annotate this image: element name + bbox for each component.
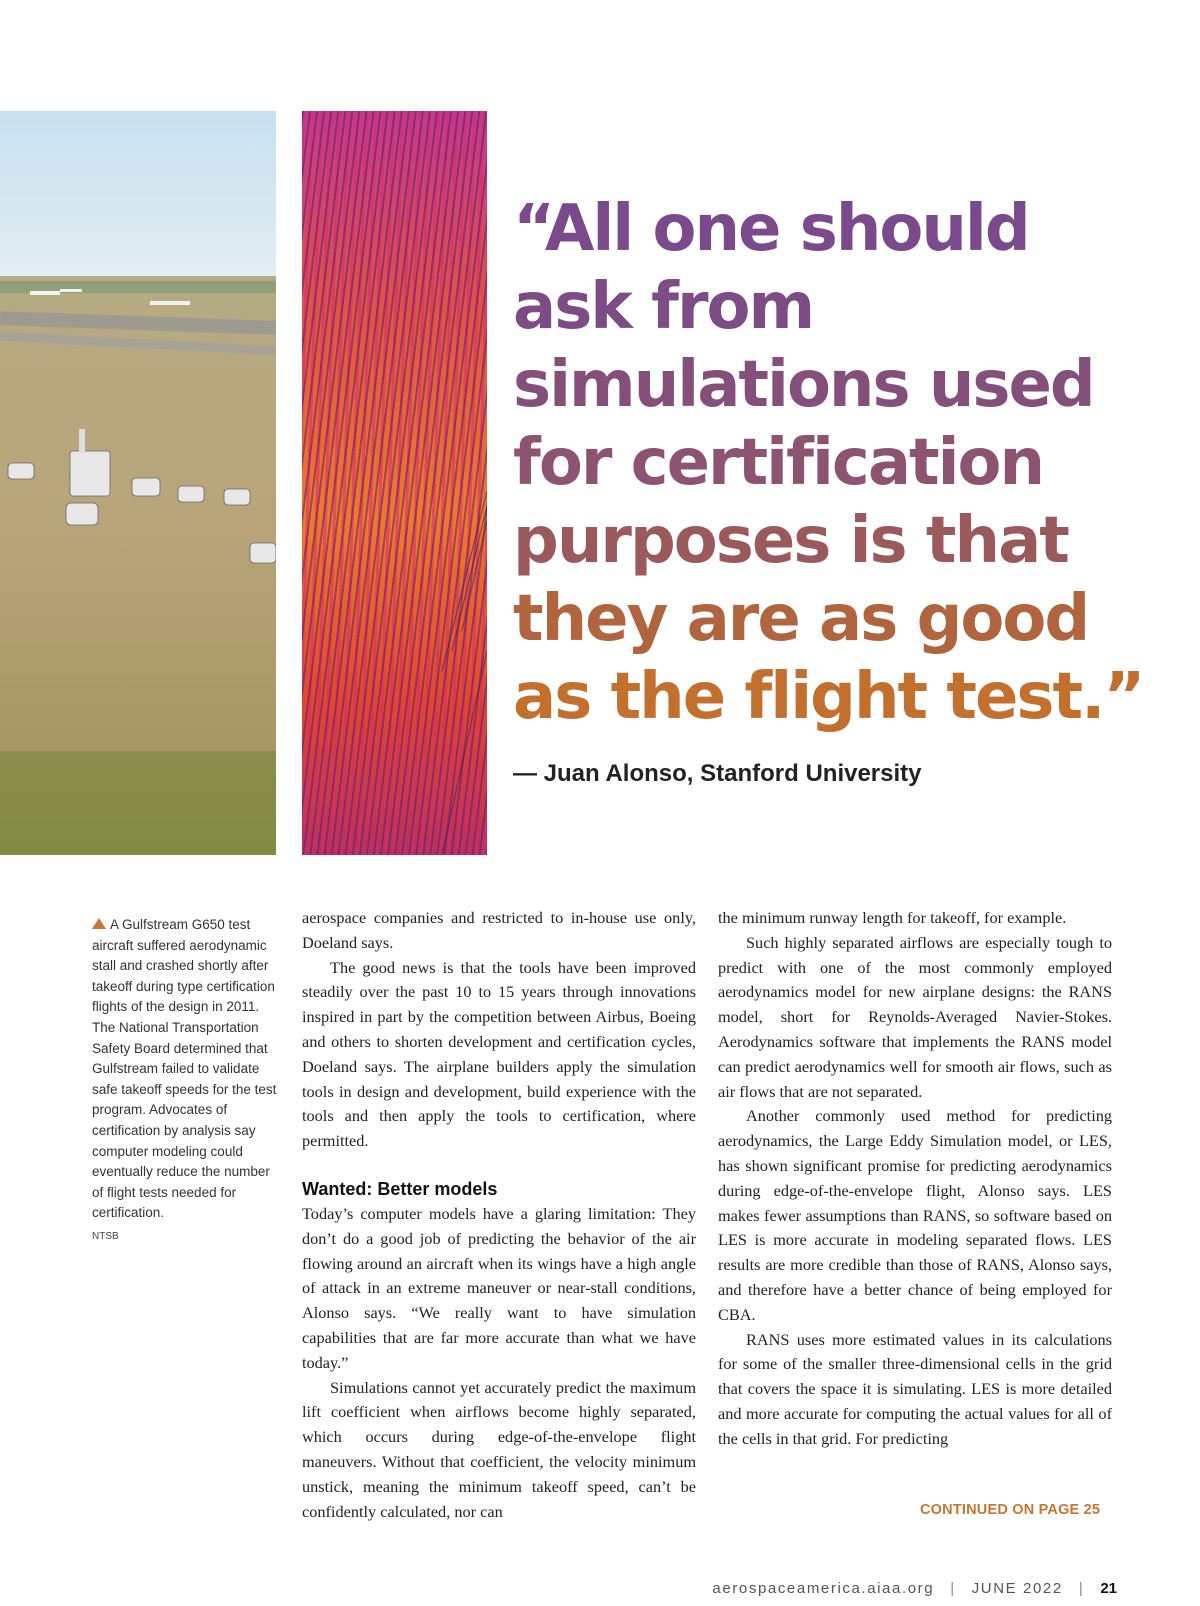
pull-quote-line: as the flight test.” [513, 660, 1144, 734]
pull-quote-line: they are as good [513, 582, 1089, 656]
pull-quote-line: for certification [513, 426, 1044, 500]
pull-quote [513, 190, 1144, 736]
caption-text: A Gulfstream G650 test aircraft suffered aerodynamic stall and crashed shortly after takeoff during type certification flights of the design in 2011. The National Transportation Safety Board determined that Gulfstream failed to validate safe takeoff speeds for the test program. Advocates of certification by analysis say computer modeling could eventually reduce the number of flight tests needed for certification. [92, 917, 277, 1221]
footer-separator: | [1078, 1580, 1085, 1597]
footer-site: aerospaceamerica.aiaa.org [712, 1580, 935, 1597]
page-footer [712, 1580, 1117, 1597]
article-column-right [718, 906, 1112, 1452]
paragraph: The good news is that the tools have been improved steadily over the past 10 to 15 years through innovations inspired in part by the competition between Airbus, Boeing and others to shorten development and certification cycles, Doeland says. The airplane builders apply the simulation tools in design and development, build experience with the tools and then apply the tools to certification, where permitted. [302, 957, 696, 1151]
quote-attribution: — Juan Alonso, Stanford University [513, 760, 922, 787]
continued-on-label: CONTINUED ON PAGE 25 [920, 1502, 1101, 1518]
paragraph: the minimum runway length for takeoff, for example. [718, 908, 1067, 927]
pull-quote-line: ask from [513, 270, 814, 344]
paragraph: Such highly separated airflows are especially tough to predict with one of the most commonly employed aerodynamics model for new airplane designs: the RANS model, short for Reynolds-Averaged Navier-Stokes. Aerodynamics software that implements the RANS model can predict aerodynamics well for smooth air flows, such as air flows that are not separated. [718, 932, 1112, 1101]
pull-quote-line: simulations used [513, 348, 1094, 422]
crash-site-photo [0, 111, 276, 855]
paragraph: Another commonly used method for predicting aerodynamics, the Large Eddy Simulation model, or LES, has shown significant promise for predicting aerodynamics during edge-of-the-envelope flight, Alonso says. LES makes fewer assumptions than RANS, so software based on LES is more accurate in modeling separated flows. LES results are more credible than those of RANS, Alonso says, and therefore have a better chance of being employed for CBA. [718, 1106, 1112, 1324]
caption-triangle-icon [92, 918, 106, 929]
pull-quote-line: “All one should [513, 192, 1029, 266]
pull-quote-line: purposes is that [513, 504, 1068, 578]
paragraph: aerospace companies and restricted to in-house use only, Doeland says. [302, 908, 696, 952]
footer-separator: | [950, 1580, 956, 1597]
paragraph: Simulations cannot yet accurately predict the maximum lift coefficient when airflows become highly separated, which occurs during edge-of-the-envelope flight maneuvers. Without that coefficient, the velocity minimum unstick, meaning the minimum takeoff speed, can’t be confidently calculated, nor can [302, 1377, 696, 1521]
paragraph: Today’s computer models have a glaring limitation: They don’t do a good job of predicting the behavior of the air flowing around an aircraft when its wings have a high angle of attack in an extreme maneuver or near-stall conditions, Alonso says. “We really want to have simulation capabilities that are far more accurate than what we have today.” [302, 1203, 696, 1372]
footer-issue: JUNE 2022 [971, 1580, 1063, 1597]
section-heading: Wanted: Better models [302, 1178, 498, 1199]
page-number: 21 [1100, 1580, 1117, 1597]
photo-caption [92, 915, 282, 1224]
article-column-left [302, 906, 696, 1524]
paragraph: RANS uses more estimated values in its calculations for some of the smaller three-dimensional cells in the grid that covers the space it is simulating. LES is more detailed and more accurate for computing the actual values for all of the cells in that grid. For predicting [718, 1329, 1112, 1448]
cfd-visualization-image [302, 111, 487, 855]
photo-credit: NTSB [92, 1231, 119, 1242]
